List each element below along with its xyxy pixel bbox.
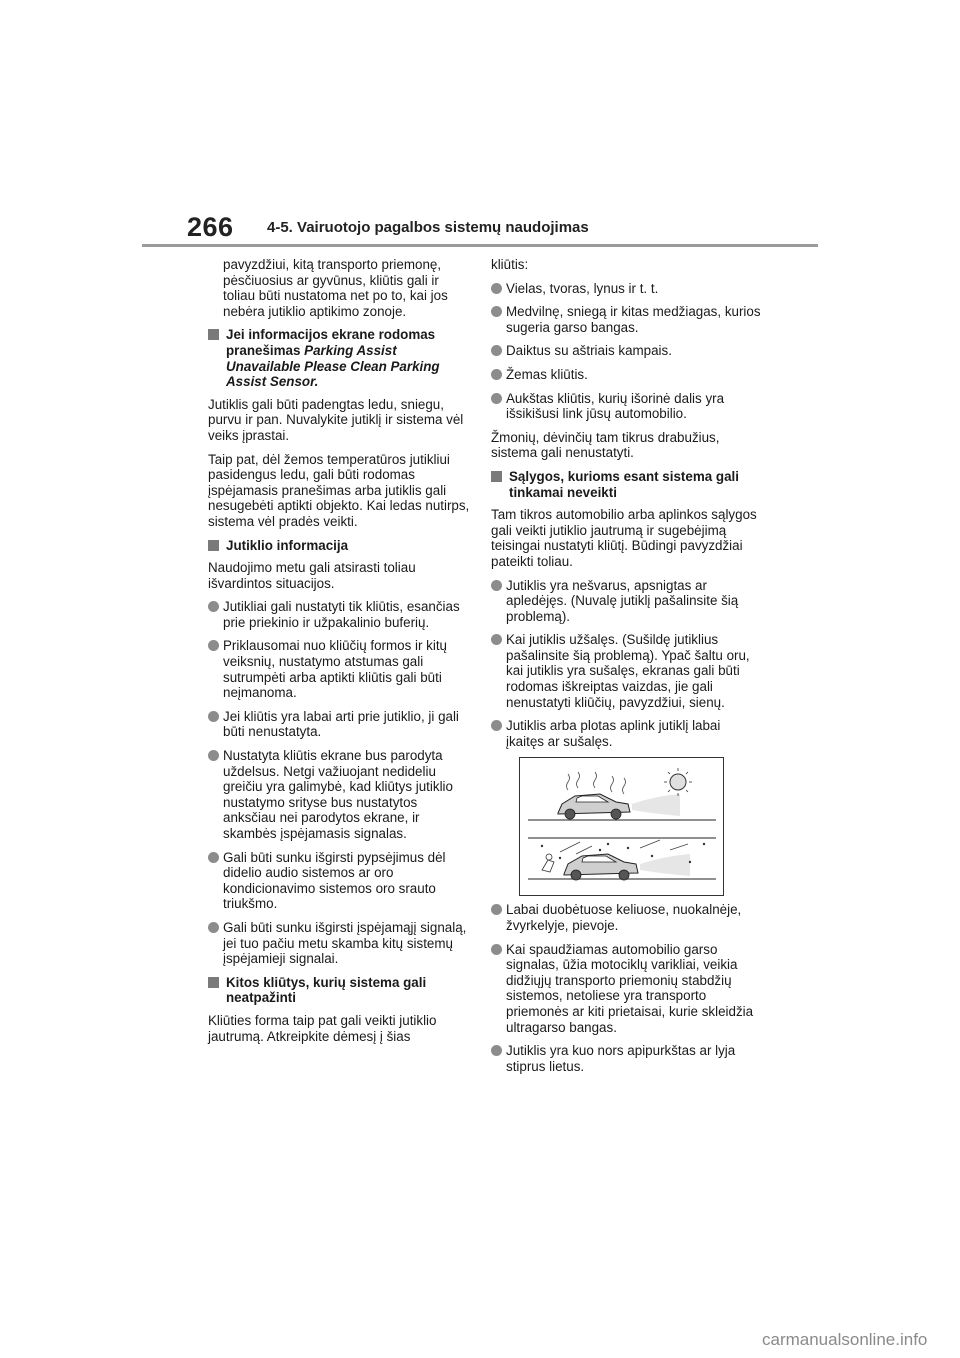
- page-header: [0, 0, 960, 246]
- list-item: [208, 709, 473, 740]
- circle-bullet-icon: [491, 283, 502, 294]
- heading-text: Jutiklio informacija: [226, 537, 349, 553]
- paragraph: Kliūties forma taip pat gali veikti jutiklio jautrumą. Atkreipkite dėmesį į šias: [208, 1012, 437, 1044]
- paragraph: Taip pat, dėl žemos temperatūros jutikliui pasidengus ledu, gali būti rodomas įspėjamasis pranešimas arba jutiklis gali nesugebėti aptikti objekto. Kai ledas nutirps, sistema vėl pradės veikti.: [208, 451, 470, 529]
- paragraph: Jutiklis gali būti padengtas ledu, sniegu, purvu ir pan. Nuvalykite jutiklį ir sistema vėl veiks įprastai.: [208, 396, 464, 443]
- circle-bullet-icon: [491, 1045, 502, 1056]
- wheel-icon: [619, 870, 629, 880]
- circle-bullet-icon: [208, 711, 219, 722]
- list-item: [491, 942, 761, 1036]
- circle-bullet-icon: [491, 720, 502, 731]
- paragraph: Tam tikros automobilio arba aplinkos sąlygos gali veikti jutiklio jautrumą ir sugebėjimą teisingai nustatyti kliūtį. Būdingi pavyzdžiai pateikti toliau.: [491, 507, 757, 569]
- intro-paragraph: pavyzdžiui, kitą transporto priemonę, pėsčiuosius ar gyvūnus, kliūtis gali ir toliau būti nustatoma net po to, kai jos nebėra jutiklio aptikimo zonoje.: [223, 257, 448, 319]
- list-item-text: Vielas, tvoras, lynus ir t. t.: [506, 280, 659, 296]
- paragraph: Naudojimo metu gali atsirasti toliau išvardintos situacijos.: [208, 560, 416, 591]
- list-item: [491, 281, 761, 297]
- heat-waves-icon: [567, 772, 626, 794]
- watermark: carmanualsonline.info: [762, 1330, 928, 1349]
- heading-text: Jei informacijos ekrane rodomas pranešimas: [226, 327, 436, 358]
- circle-bullet-icon: [208, 922, 219, 933]
- wheel-icon: [565, 809, 575, 819]
- circle-bullet-icon: [491, 393, 502, 404]
- sun-icon: [670, 774, 686, 790]
- circle-bullet-icon: [208, 601, 219, 612]
- square-marker-icon: [208, 540, 219, 551]
- list-item: [491, 343, 761, 359]
- right-column: [491, 257, 761, 1082]
- list-item: [491, 391, 761, 422]
- snow-lines-icon: [560, 840, 688, 854]
- weather-illustration: [519, 757, 724, 896]
- list-item-text: Priklausomai nuo kliūčių formos ir kitų veiksnių, nustatymo atstumas gali sutrumpėti arba aptikti kliūtis gali būti neįmanoma.: [223, 638, 447, 701]
- square-marker-icon: [208, 329, 219, 340]
- sensor-wave: [640, 854, 690, 876]
- list-item-text: Jei kliūtis yra labai arti prie jutiklio, ji gali būti nenustatyta.: [223, 708, 459, 740]
- wheel-icon: [571, 870, 581, 880]
- list-item: [491, 1043, 761, 1074]
- paragraph: kliūtis:: [491, 257, 529, 272]
- list-item-text: Jutiklis arba plotas aplink jutiklį labai įkaitęs ar sušalęs.: [506, 718, 721, 749]
- list-item-text: Kai jutiklis užšalęs. (Sušildę jutiklius pašalinsite šią problemą). Ypač šaltu oru, kai jutiklis yra sušalęs, ekranas gali būti rodomas iškreiptas vaizdas, jie gali nenustatyti kliūčių, pavyzdžiui, sienų.: [506, 632, 750, 710]
- circle-bullet-icon: [208, 852, 219, 863]
- hot-weather-scene: [528, 768, 716, 820]
- person-icon: [542, 860, 554, 872]
- list-item-text: Kai spaudžiamas automobilio garso signalas, ūžia motociklų varikliai, veikia didžiųjų transporto priemonių stabdžių sistemos, netoliese yra transporto priemonės ar kiti prietaisai, kurie skleidžia ultragarso bangas.: [506, 941, 754, 1035]
- list-item-text: Gali būti sunku išgirsti pypsėjimus dėl didelio audio sistemos ar oro kondicionavimo sistemos oro srauto triukšmo.: [223, 849, 446, 912]
- list-item: [491, 632, 761, 710]
- section-title: 4-5. Vairuotojo pagalbos sistemų naudojimas: [267, 219, 589, 236]
- list-item-text: Žemas kliūtis.: [506, 366, 588, 382]
- circle-bullet-icon: [208, 640, 219, 651]
- heading-conditions: [491, 469, 761, 500]
- page-number: 266: [187, 212, 234, 242]
- header-divider: [142, 244, 818, 247]
- list-item-text: Medvilnę, sniegą ir kitas medžiagas, kurios sugeria garso bangas.: [506, 304, 761, 335]
- list-item-text: Jutiklis yra kuo nors apipurkštas ar lyja stiprus lietus.: [506, 1043, 736, 1074]
- list-item: [208, 748, 473, 842]
- square-marker-icon: [208, 977, 219, 988]
- list-item: [208, 850, 473, 912]
- list-item: [208, 920, 473, 967]
- list-item: [491, 304, 761, 335]
- circle-bullet-icon: [208, 750, 219, 761]
- circle-bullet-icon: [491, 944, 502, 955]
- car-weather-svg: [520, 758, 723, 895]
- left-column: [208, 257, 473, 1052]
- list-item: [491, 718, 761, 749]
- circle-bullet-icon: [491, 369, 502, 380]
- list-item: [491, 578, 761, 625]
- warning-message-text: Parking Assist Unavailable Please Clean Parking Assist Sensor.: [226, 342, 440, 390]
- list-item-text: Aukštas kliūtis, kurių išorinė dalis yra išsikišusi link jūsų automobilio.: [506, 390, 725, 422]
- heading-text: Sąlygos, kurioms esant sistema gali tinkamai neveikti: [509, 468, 739, 500]
- list-item-text: Gali būti sunku išgirsti įspėjamąjį signalą, jei tuo pačiu metu skamba kitų sistemų įspėjamieji signalai.: [223, 919, 467, 967]
- heading-other-obstacles: [208, 975, 473, 1006]
- heading-parking-assist-message: [208, 327, 473, 389]
- list-item-text: Daiktus su aštriais kampais.: [506, 343, 672, 359]
- wheel-icon: [611, 809, 621, 819]
- heading-text: Kitos kliūtys, kurių sistema gali neatpažinti: [226, 974, 427, 1006]
- circle-bullet-icon: [491, 306, 502, 317]
- heading-sensor-info: [208, 538, 473, 554]
- list-item: [491, 902, 761, 933]
- list-item-text: Labai duobėtuose keliuose, nuokalnėje, žvyrkelyje, pievoje.: [506, 902, 742, 934]
- list-item: [208, 638, 473, 700]
- list-item-text: Jutiklis yra nešvarus, apsnigtas ar apledėjęs. (Nuvalę jutiklį pašalinsite šią problemą).: [506, 577, 739, 624]
- list-item-text: Jutikliai gali nustatyti tik kliūtis, esančias prie priekinio ir užpakalinio buferių.: [223, 599, 460, 630]
- circle-bullet-icon: [491, 580, 502, 591]
- square-marker-icon: [491, 471, 502, 482]
- list-item-text: Nustatyta kliūtis ekrane bus parodyta uždelsus. Netgi važiuojant nedideliu greičiu yra galimybė, kad kliūtys jutiklio nustatymo srityse bus nustatytos anksčiau nei parodytos ekrane, ir skambės įspėjamasis signalas.: [223, 748, 453, 841]
- list-item: [208, 599, 473, 630]
- sensor-wave: [632, 794, 680, 816]
- circle-bullet-icon: [491, 904, 502, 915]
- circle-bullet-icon: [491, 345, 502, 356]
- list-item: [491, 367, 761, 383]
- circle-bullet-icon: [491, 634, 502, 645]
- snow-weather-scene: [528, 840, 716, 880]
- paragraph: Žmonių, dėvinčių tam tikrus drabužius, sistema gali nenustatyti.: [491, 429, 720, 461]
